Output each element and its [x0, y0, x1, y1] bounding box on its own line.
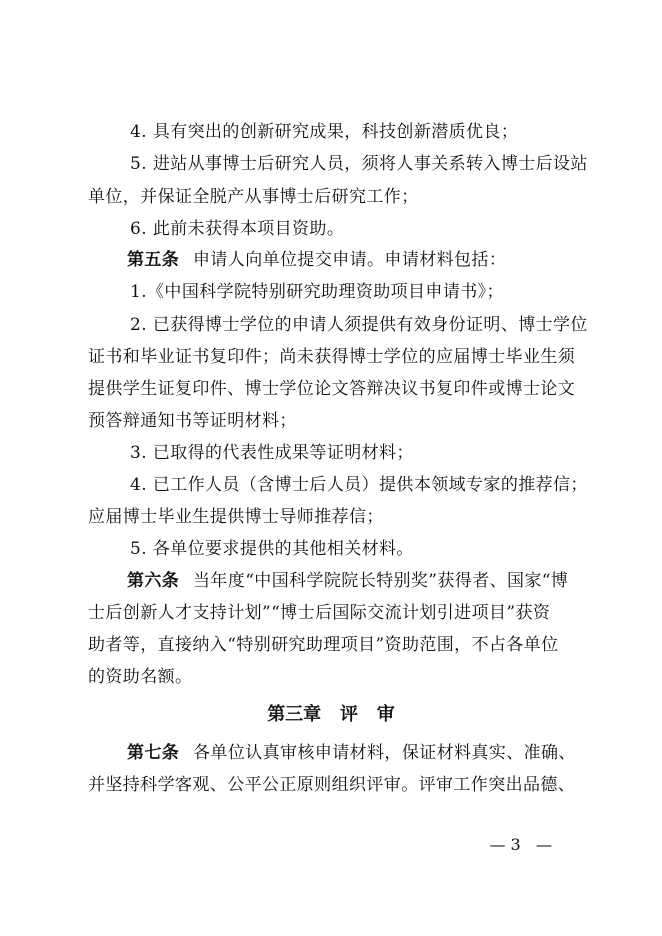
article-5-text: 申请人向单位提交申请。申请材料包括：: [193, 250, 507, 270]
article-7-line-2: 并坚持科学客观、公平公正原则组织评审。评审工作突出品德、: [88, 775, 576, 795]
article-5-label: 第五条: [127, 250, 180, 270]
article-5-item-5: 5. 各单位要求提供的其他相关材料。: [130, 539, 414, 559]
article-5-line: [127, 248, 506, 272]
item-6: 6. 此前未获得本项目资助。: [130, 219, 345, 239]
article-5-item-2-line-2: 证书和毕业证书复印件；尚未获得博士学位的应届博士毕业生须: [88, 347, 576, 367]
article-6-line-1: [127, 569, 568, 593]
article-6-line-3: 助者等，直接纳入“特别研究助理项目”资助范围，不占各单位: [88, 635, 559, 655]
article-5-item-4-line-2: 应届博士毕业生提供博士导师推荐信；: [88, 507, 384, 527]
article-5-item-2-line-3: 提供学生证复印件、博士学位论文答辩决议书复印件或博士论文: [88, 379, 576, 399]
article-7-text-1: 各单位认真审核申请材料，保证材料真实、准确、: [193, 743, 576, 763]
page-number: — 3 —: [489, 835, 552, 854]
item-5-line-2: 单位，并保证全脱产从事博士后研究工作；: [88, 187, 419, 207]
article-5-item-2-line-4: 预答辩通知书等证明材料；: [88, 411, 297, 431]
article-5-item-4-line-1: 4. 已工作人员（含博士后人员）提供本领域专家的推荐信；: [130, 475, 588, 495]
item-5-line-1: 5. 进站从事博士后研究人员，须将人事关系转入博士后设站: [130, 154, 588, 174]
article-5-item-1: 1.《中国科学院特别研究助理资助项目申请书》；: [130, 282, 504, 302]
article-5-item-3: 3. 已取得的代表性成果等证明材料；: [130, 443, 414, 463]
item-4: 4. 具有突出的创新研究成果，科技创新潜质优良；: [130, 122, 519, 142]
chapter-heading: 第三章 评 审: [267, 704, 395, 725]
article-7-line-1: [127, 741, 576, 765]
article-6-line-4: 的资助名额。: [88, 667, 193, 687]
article-5-item-2-line-1: 2. 已获得博士学位的申请人须提供有效身份证明、博士学位: [130, 315, 588, 335]
article-6-label: 第六条: [127, 571, 180, 591]
article-6-text-1: 当年度“中国科学院院长特别奖”获得者、国家“博: [193, 571, 569, 591]
article-6-line-2: 士后创新人才支持计划”“博士后国际交流计划引进项目”获资: [88, 603, 551, 623]
article-7-label: 第七条: [127, 743, 180, 763]
